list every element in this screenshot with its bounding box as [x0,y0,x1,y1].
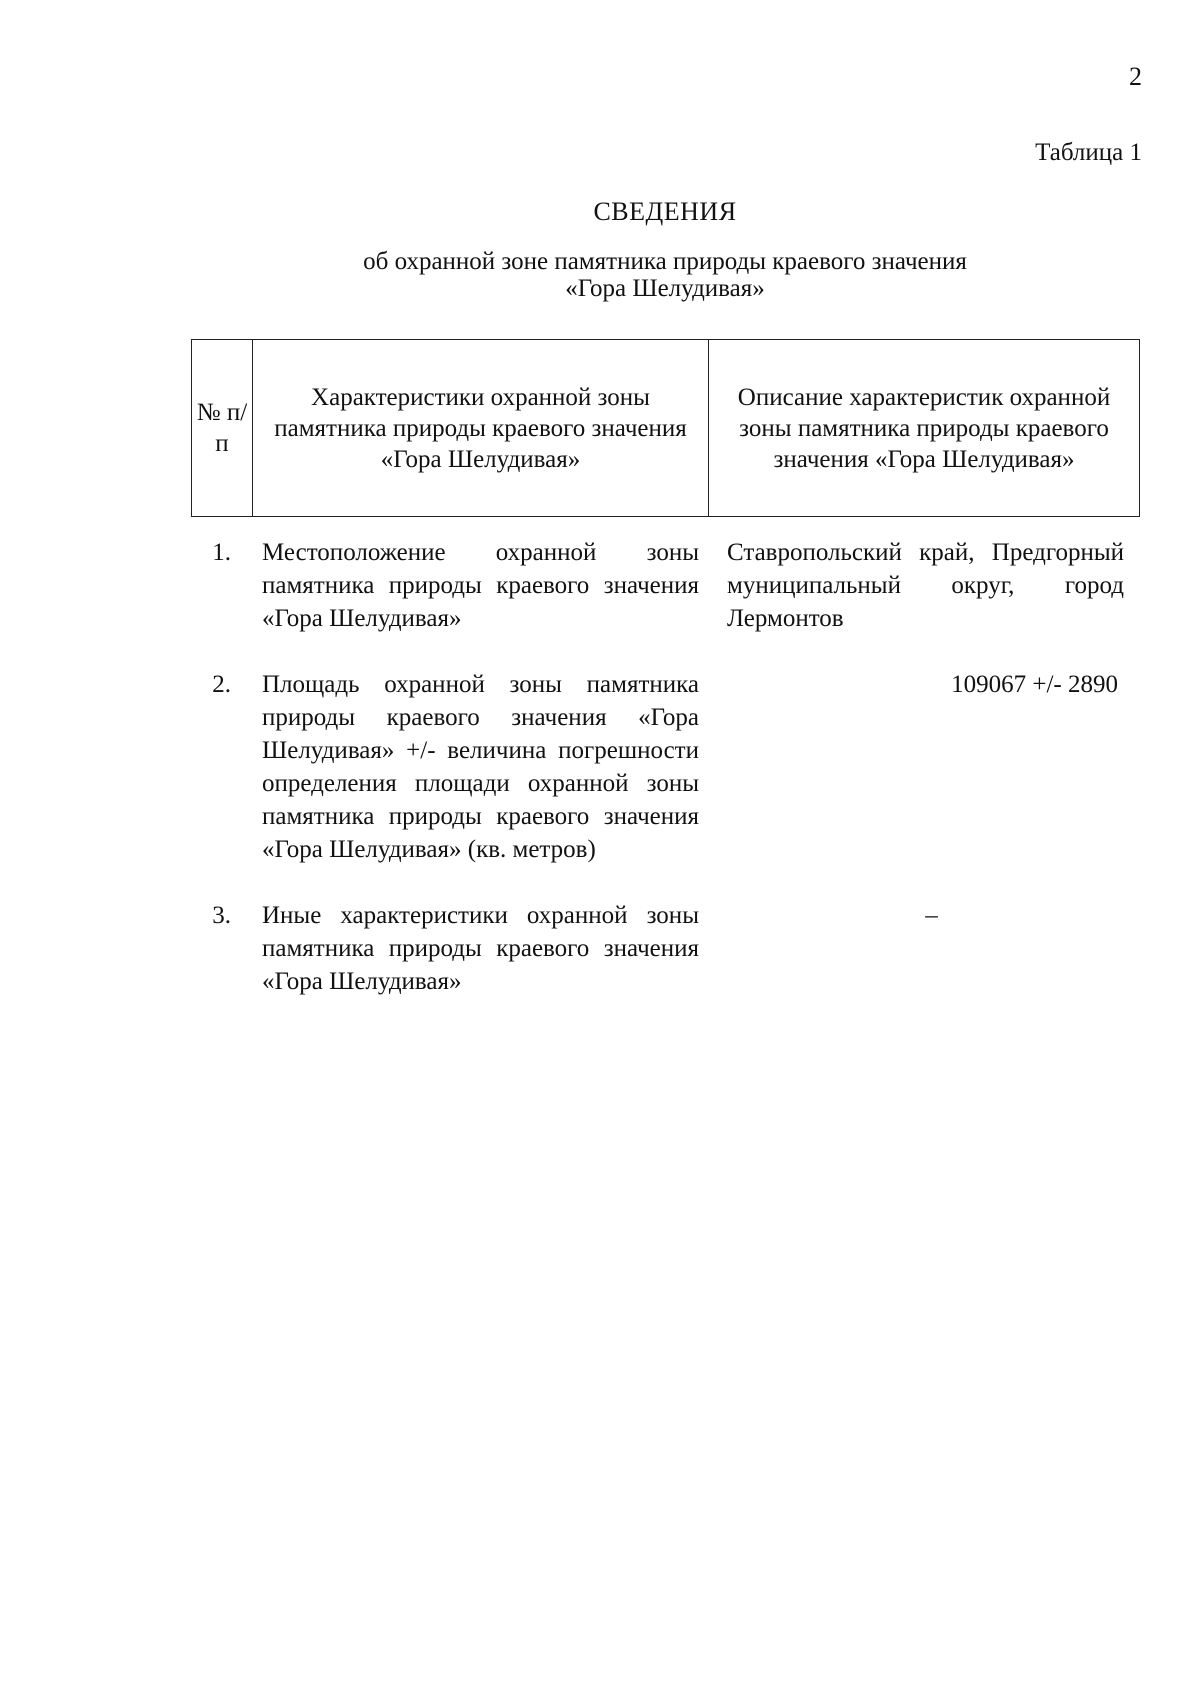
document-title: СВЕДЕНИЯ [593,197,737,226]
row-characteristic: Иные характеристики охранной зоны памятника природы краевого значения «Гора Шелудивая» [262,902,699,995]
table-label: Таблица 1 [1035,139,1142,166]
row-characteristic: Местоположение охранной зоны памятника природы краевого значения «Гора Шелудивая» [262,539,699,632]
page-number: 2 [1129,62,1142,91]
table-row [191,899,1140,998]
subtitle-line-2: «Гора Шелудивая» [565,275,765,302]
row-number: 1. [212,539,231,566]
subtitle-line-1: об охранной зоне памятника природы краевого значения [363,248,967,275]
row-number: 3. [212,902,231,929]
table-header [191,339,1140,517]
row-value: – [925,902,938,929]
row-value: Ставропольский край, Предгорный муниципальный округ, город Лермонтов [727,539,1124,632]
table-row [191,668,1140,866]
row-characteristic: Площадь охранной зоны памятника природы краевого значения «Гора Шелудивая» +/- величина погрешности определения площади охранной зоны памятника природы краевого значения «Гора Шелудивая» (кв. метров) [262,671,699,863]
table-row [191,536,1140,635]
table-body [191,536,1140,998]
row-value: 109067 +/- 2890 [951,671,1118,698]
row-number: 2. [212,671,231,698]
header-description: Описание характеристик охранной зоны памятника природы краевого значения «Гора Шелудивая» [708,340,1139,516]
header-characteristic: Характеристики охранной зоны памятника природы краевого значения «Гора Шелудивая» [252,340,708,516]
header-number: № п/п [196,399,248,457]
document-subtitle [300,248,1030,302]
